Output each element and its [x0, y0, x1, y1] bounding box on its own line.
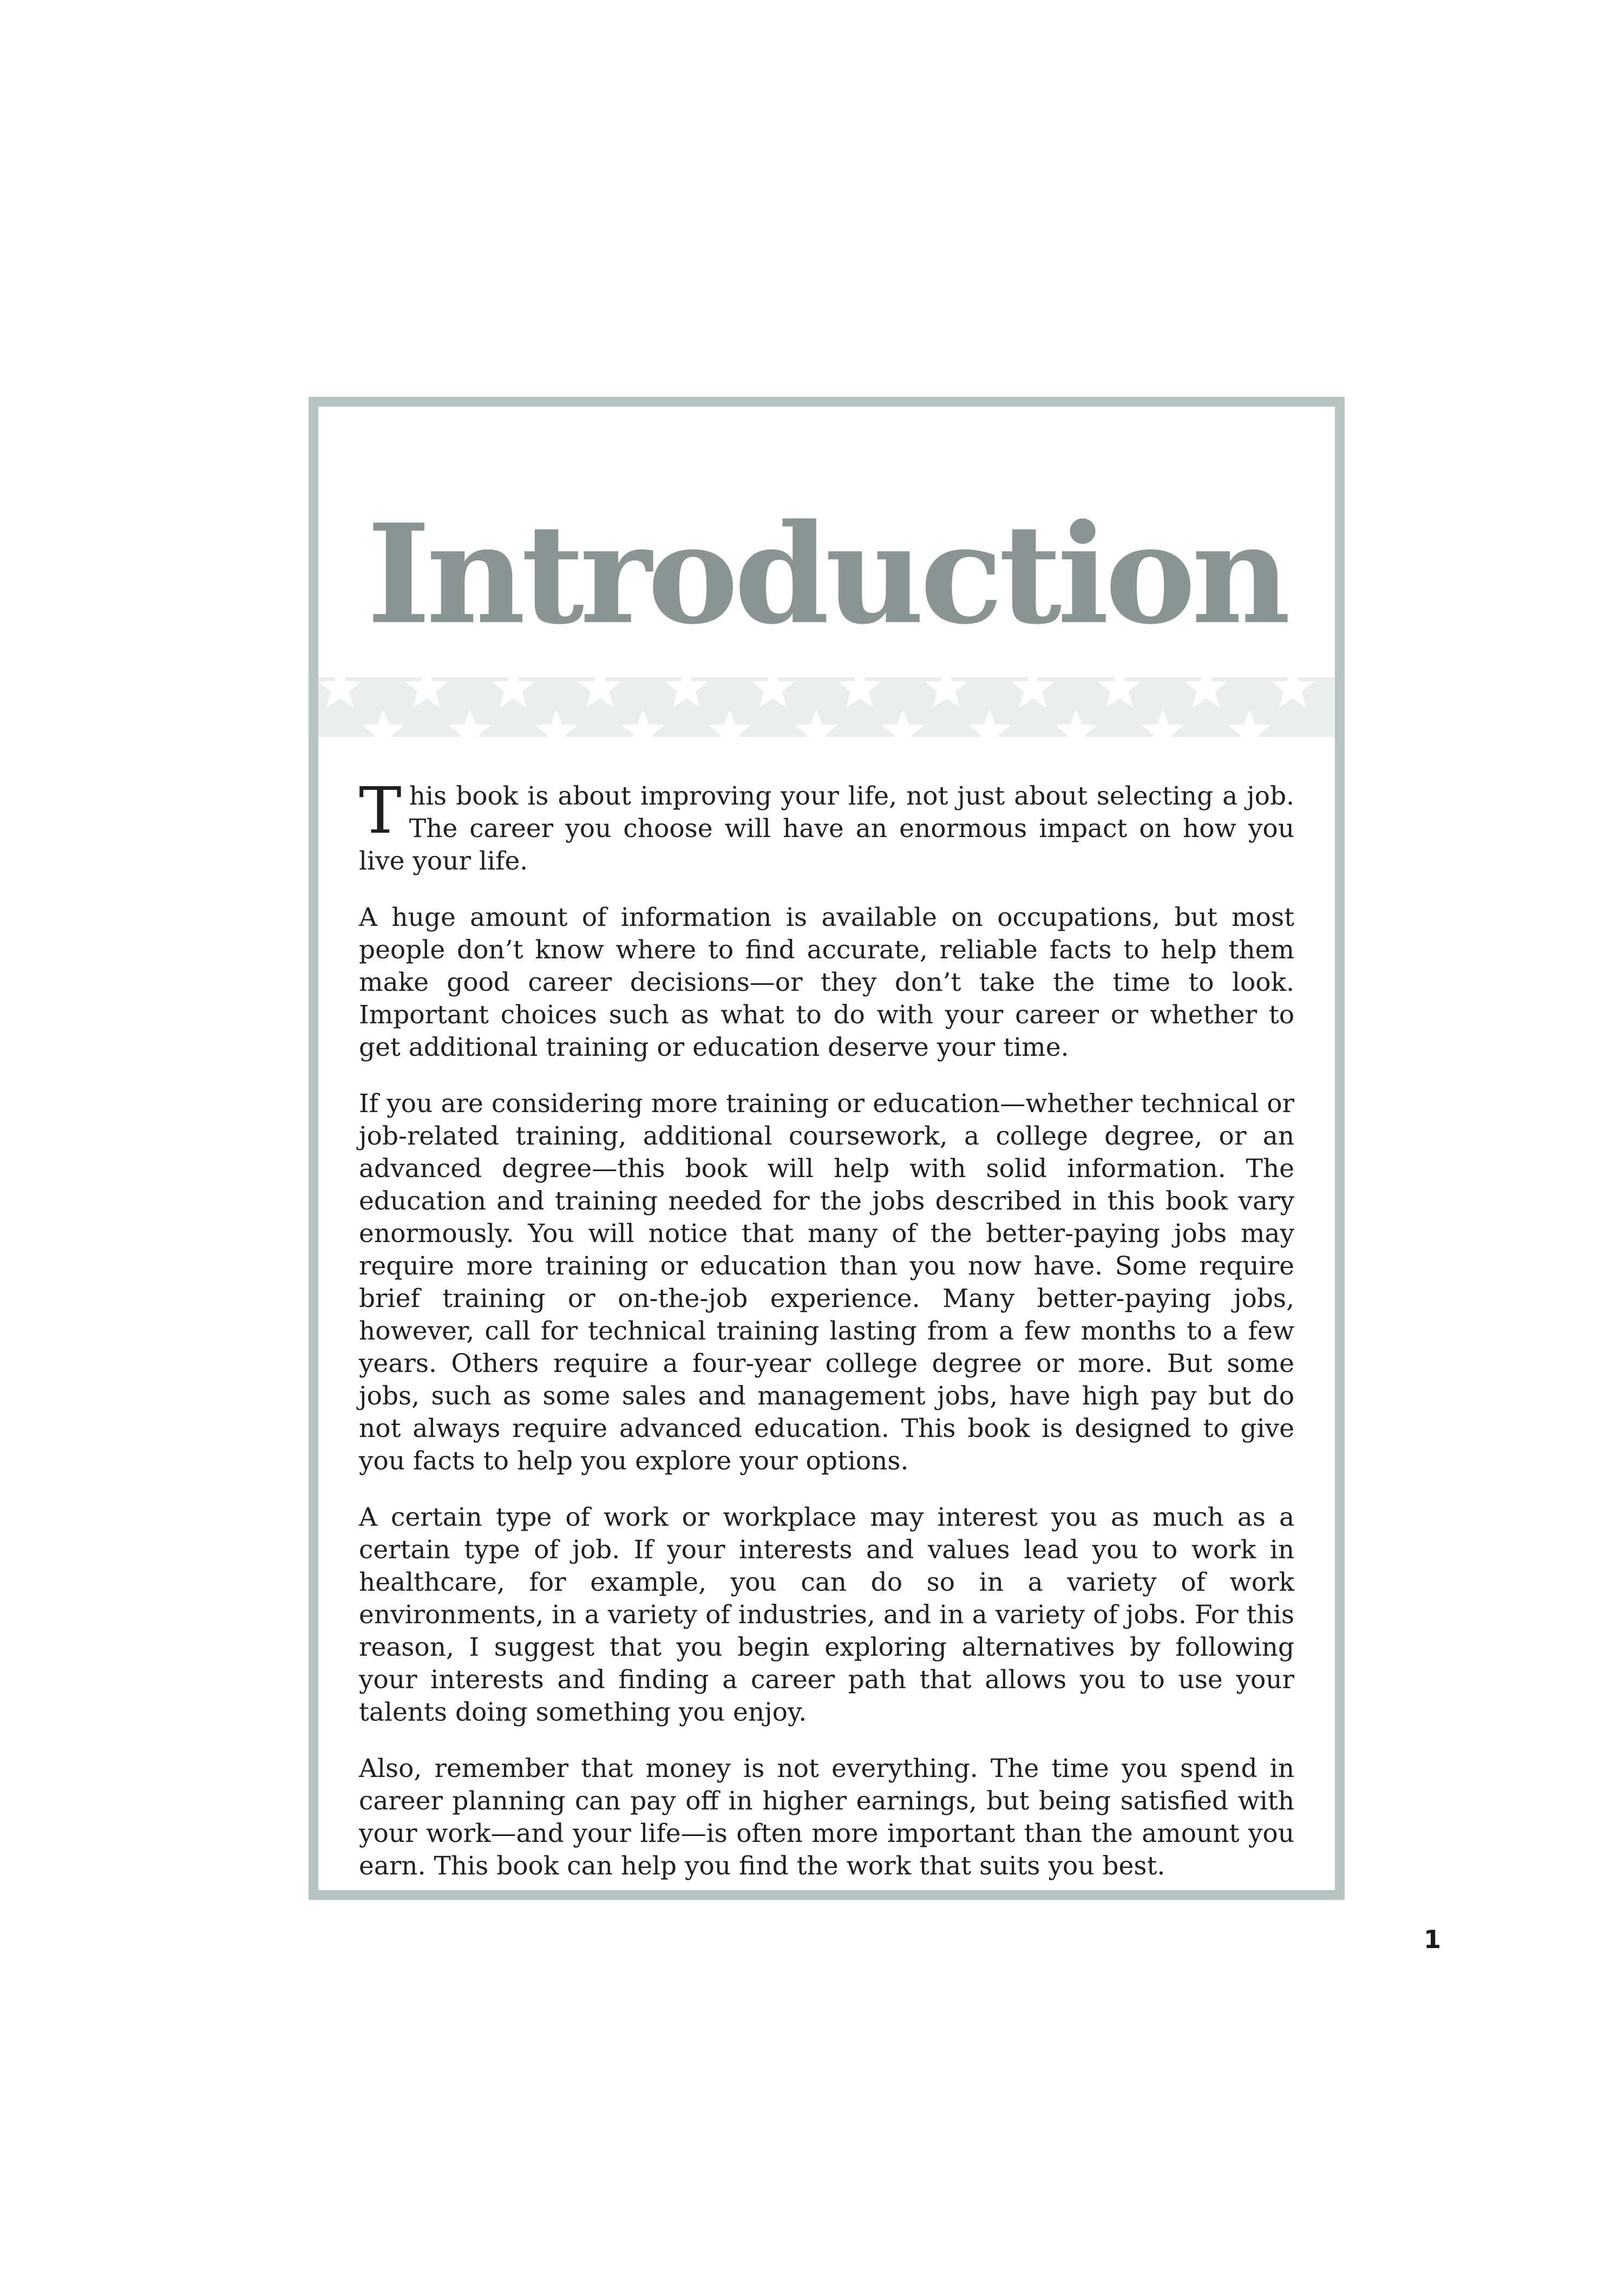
drop-cap: T: [359, 773, 402, 848]
page-number: 1: [1424, 1925, 1442, 1954]
chapter-title: Introduction: [366, 494, 1287, 655]
chapter-frame: [309, 397, 1345, 1900]
star-row-bottom: [362, 710, 1271, 737]
paragraph-5: Also, remember that money is not everything. The time you spend in career planning can pay off in higher earnings, but being satisfied with your work—and your life—is often more important than the amount you earn. This book can help you find the work that suits you best.: [359, 1754, 1294, 1881]
star-pattern-icon: [318, 677, 1335, 737]
paragraph-3: If you are considering more training or education—whether technical or job-related training, additional coursework, a college degree, or an advanced degree—this book will help with solid information. The education and training needed for the jobs described in this book vary enormously. You will notice that many of the better-paying jobs may require more training or education than you now have. Some require brief training or on-the-job experience. Many better-paying jobs, however, call for technical training lasting from a few months to a few years. Others require a four-year college degree or more. But some jobs, such as some sales and management jobs, have high pay but do not always require advanced education. This book is designed to give you facts to help you explore your options.: [359, 1089, 1294, 1476]
paragraph-2: A huge amount of information is available on occupations, but most people don’t know where to find accurate, reliable facts to help them make good career decisions—or they don’t take the time to look. Important choices such as what to do with your career or whether to get additional training or education deserve your time.: [359, 903, 1294, 1062]
chapter-body: [359, 773, 1294, 1900]
paragraph-1: [359, 773, 1294, 878]
decorative-star-band: [318, 677, 1335, 737]
star-row-top: [318, 677, 1314, 708]
paragraph-1-text: his book is about improving your life, not just about selecting a job. The career you choose will have an enormous impact on how you live your life.: [359, 781, 1294, 876]
paragraph-4: A certain type of work or workplace may interest you as much as a certain type of job. If your interests and values lead you to work in healthcare, for example, you can do so in a variety of work environments, in a variety of industries, and in a variety of jobs. For this reason, I suggest that you begin exploring alternatives by following your interests and finding a career path that allows you to use your talents doing something you enjoy.: [359, 1502, 1294, 1727]
